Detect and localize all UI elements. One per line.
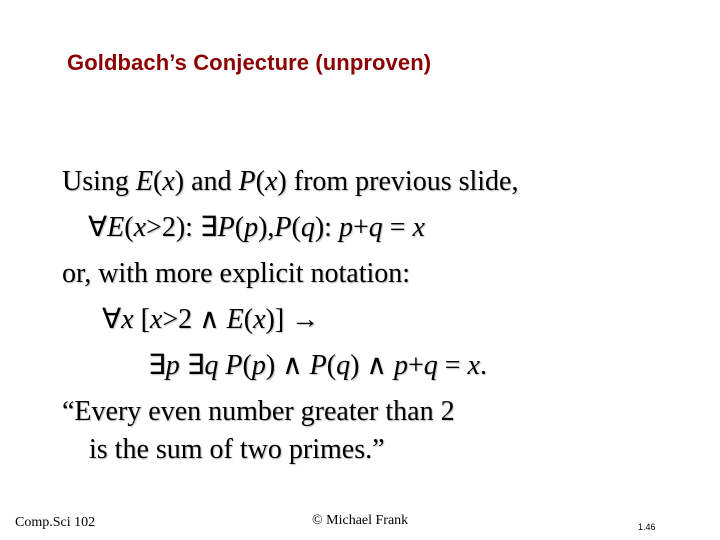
text-run: ( xyxy=(124,212,134,243)
math-symbol: E xyxy=(226,304,244,335)
text-run: ), xyxy=(258,212,275,243)
body-line-4 xyxy=(102,306,319,334)
text-run: ( xyxy=(234,212,245,243)
math-variable: x xyxy=(412,212,425,243)
body-line-1 xyxy=(62,168,518,196)
math-symbol: E xyxy=(107,212,125,243)
text-run: ): xyxy=(314,212,339,243)
footer-copyright: © Michael Frank xyxy=(312,513,409,528)
text-run: + xyxy=(352,212,369,243)
body-line-6: “Every even number greater than 2 xyxy=(62,396,455,427)
text-run: . xyxy=(479,350,487,381)
math-symbol: P xyxy=(217,212,235,243)
text-run: ( xyxy=(326,350,337,381)
text-run: ) from previous slide, xyxy=(277,166,519,197)
text-run: = xyxy=(437,350,468,381)
math-variable: q xyxy=(368,212,383,243)
math-variable: x xyxy=(467,350,480,381)
math-symbol: E xyxy=(135,166,154,197)
forall-symbol: ∀ xyxy=(88,212,108,243)
body-line-2 xyxy=(88,214,425,242)
math-variable: q xyxy=(204,350,219,381)
text-run: ( xyxy=(153,166,163,197)
text-run: [ xyxy=(133,304,150,335)
text-run: >2): ∃ xyxy=(146,212,218,243)
body-line-7: is the sum of two primes.” xyxy=(89,434,385,465)
exists-symbol: ∃ xyxy=(148,350,166,381)
text-run: )] → xyxy=(265,304,320,335)
math-symbol: P xyxy=(238,166,256,197)
forall-symbol: ∀ xyxy=(102,304,122,335)
text-run: ) and xyxy=(174,166,239,197)
math-variable: x xyxy=(253,304,266,335)
body-line-3: or, with more explicit notation: xyxy=(62,258,411,289)
math-variable: q xyxy=(336,350,351,381)
math-symbol: P xyxy=(309,350,327,381)
math-variable: p xyxy=(251,350,266,381)
math-variable: p xyxy=(244,212,259,243)
text-run: ) ∧ xyxy=(265,350,310,381)
math-variable: x xyxy=(264,166,278,197)
body-line-5 xyxy=(148,352,487,380)
math-variable: q xyxy=(300,212,315,243)
slide-title: Goldbach’s Conjecture (unproven) xyxy=(67,50,432,75)
text-run: ( xyxy=(242,350,252,381)
math-variable: x xyxy=(149,304,163,335)
text-run: Using xyxy=(62,166,136,197)
text-run: ( xyxy=(291,212,301,243)
math-variable: x xyxy=(121,304,134,335)
text-run: >2 ∧ xyxy=(162,304,227,335)
math-variable: p xyxy=(165,350,180,381)
text-run: ( xyxy=(255,166,265,197)
math-symbol: P xyxy=(225,350,243,381)
footer-slide-number: 1.46 xyxy=(638,522,656,532)
text-run: = xyxy=(382,212,413,243)
math-variable: p xyxy=(338,212,353,243)
text-run: ) ∧ xyxy=(350,350,394,381)
math-variable: x xyxy=(162,166,175,197)
footer-course: Comp.Sci 102 xyxy=(15,515,96,530)
math-variable: x xyxy=(133,212,147,243)
math-variable: p xyxy=(393,350,408,381)
text-run: ( xyxy=(243,304,254,335)
text-run: ∃ xyxy=(179,350,205,381)
math-variable: q xyxy=(423,350,438,381)
text-run: + xyxy=(407,350,424,381)
math-symbol: P xyxy=(274,212,292,243)
